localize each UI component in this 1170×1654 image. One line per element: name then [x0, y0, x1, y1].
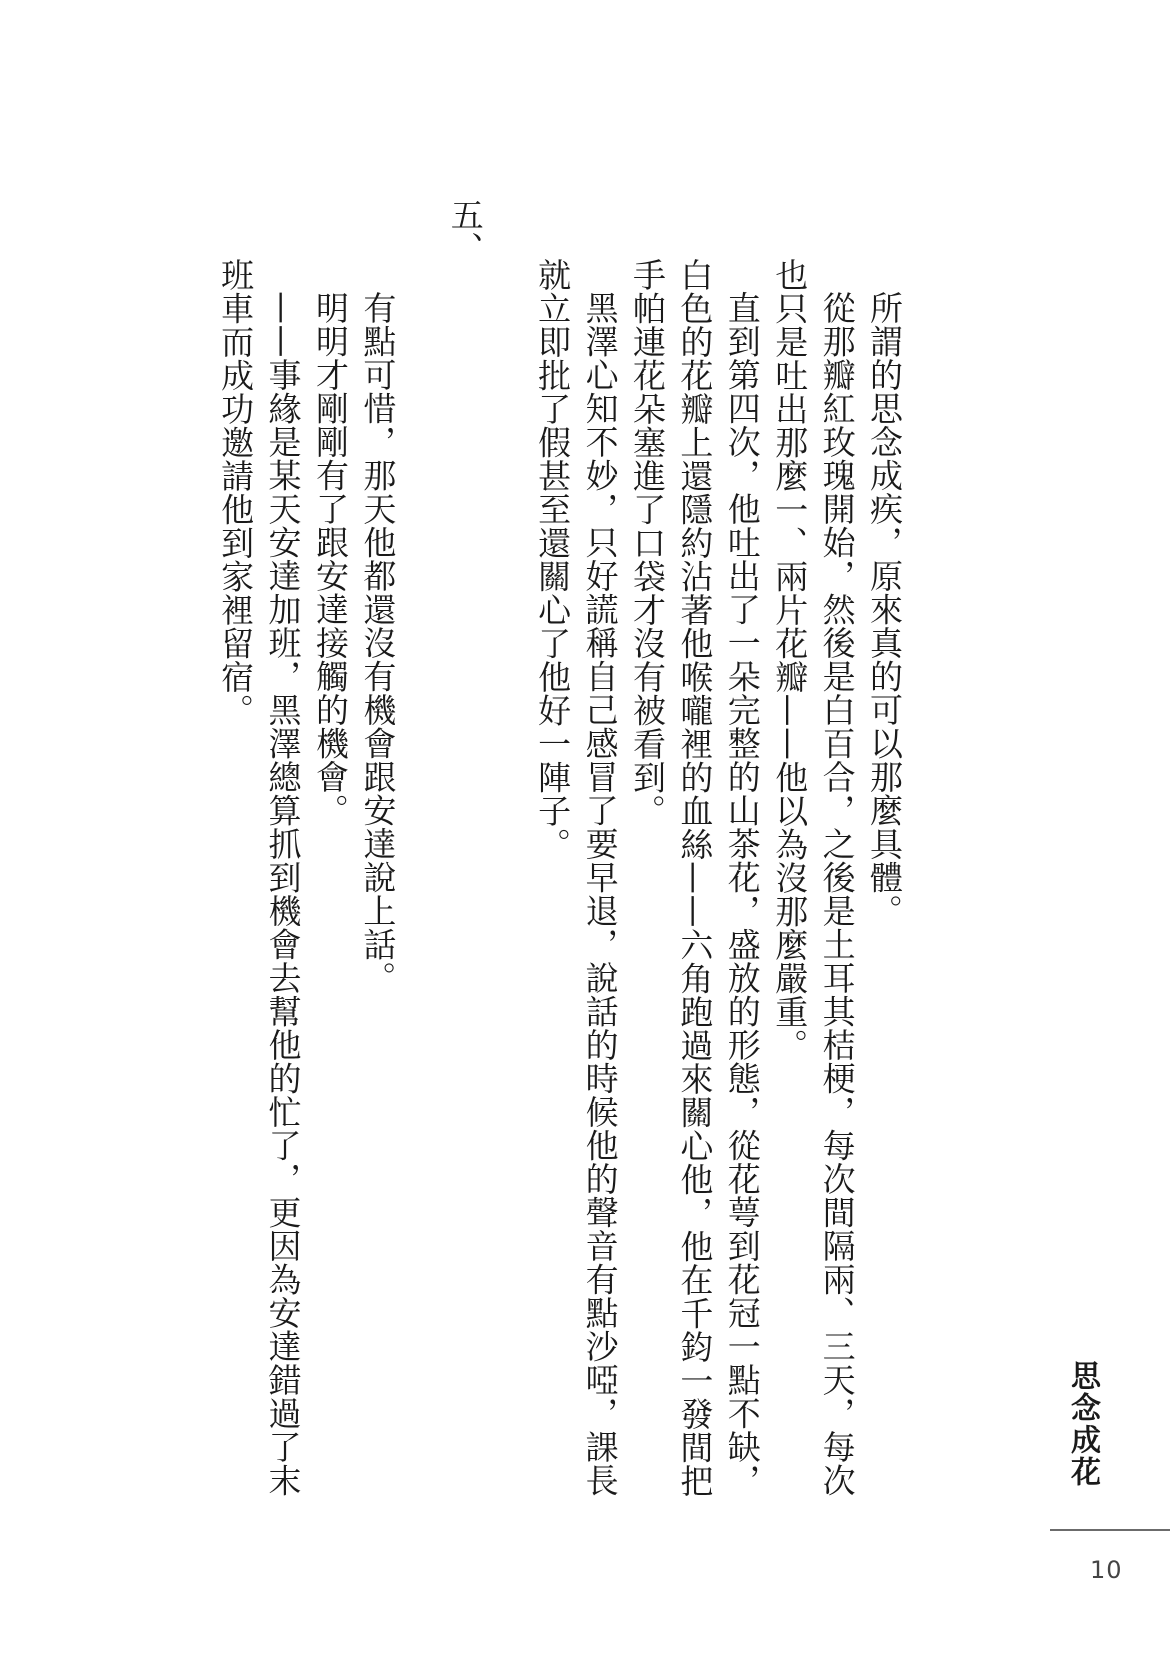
- body-text: [148, 198, 908, 1528]
- running-title: 思念成花: [1065, 1360, 1100, 1488]
- paragraph-3: 直到第四次，他吐出了一朵完整的山茶花，盛放的形態，從花萼到花冠一點不缺，白色的花瓣上還隱約沾著他喉嚨裡的血絲——六角跑過來關心他，他在千鈞一發間把手帕連花朵塞進了口袋才沒有被看到。: [627, 258, 762, 1498]
- footer-rule: [1050, 1529, 1170, 1531]
- paragraph-1: 所謂的思念成疾，原來真的可以那麼具體。: [865, 291, 904, 928]
- section-gap: [489, 258, 529, 1528]
- section-paragraph-2: 明明才剛剛有了跟安達接觸的機會。: [310, 291, 350, 827]
- page-number: 10: [1090, 1556, 1123, 1584]
- section-gap-2: [401, 258, 441, 1528]
- paragraph-4: 黑澤心知不妙，只好謊稱自己感冒了要早退，說話的時候他的聲音有點沙啞，課長就立即批了假甚至還關心了他好一陣子。: [533, 258, 620, 1497]
- section-paragraph-1: 有點可惜，那天他都還沒有機會跟安達說上話。: [358, 291, 398, 995]
- section-paragraph-3: ——事緣是某天安達加班，黑澤總算抓到機會去幫他的忙了，更因為安達錯過了末班車而成功邀請他到家裡留宿。: [216, 258, 303, 1497]
- section-heading: 五、: [445, 198, 485, 265]
- paragraph-2: 從那瓣紅玫瑰開始，然後是白百合，之後是土耳其桔梗，每次間隔兩、三天，每次也只是吐出那麼一、兩片花瓣——他以為沒那麼嚴重。: [770, 258, 857, 1497]
